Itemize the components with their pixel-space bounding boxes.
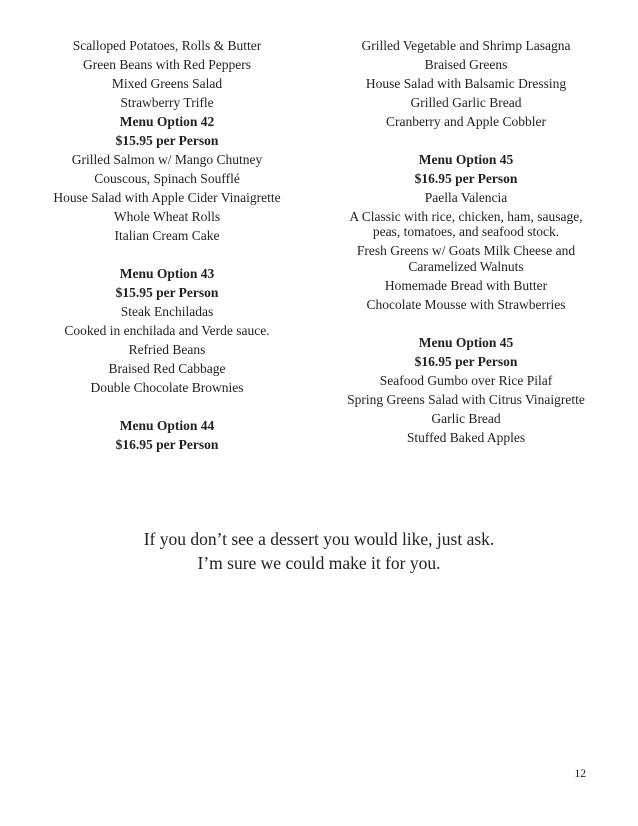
menu-section-option-42 [36,112,298,245]
menu-option-title: Menu Option 44 [119,417,215,433]
menu-item: Garlic Bread [431,410,501,426]
menu-option-price: $16.95 per Person [414,353,518,369]
menu-column-right [336,36,596,447]
menu-option-title: Menu Option 45 [418,334,514,350]
menu-option-title: Menu Option 42 [119,113,215,129]
menu-section-option-45a [336,150,596,314]
menu-item: Strawberry Trifle [120,94,214,110]
menu-item: Stuffed Baked Apples [406,429,526,445]
menu-section-option-43 [36,264,298,397]
menu-item: Braised Greens [424,56,508,72]
menu-item: Fresh Greens w/ Goats Milk Cheese and Caramelized Walnuts [356,243,576,274]
menu-option-price: $15.95 per Person [115,132,219,148]
menu-option-price: $16.95 per Person [115,436,219,452]
menu-item: Cooked in enchilada and Verde sauce. [64,322,270,338]
dessert-note-line: If you don’t see a dessert you would like, just ask. [143,529,495,549]
menu-item: Mixed Greens Salad [111,75,223,91]
menu-item: Refried Beans [128,341,206,357]
menu-item: Paella Valencia [424,189,508,205]
menu-item: Scalloped Potatoes, Rolls & Butter [72,37,262,53]
menu-section-continuation [36,36,298,112]
menu-item: Grilled Salmon w/ Mango Chutney [71,151,263,167]
menu-item: House Salad with Balsamic Dressing [365,75,567,91]
menu-item: Cranberry and Apple Cobbler [385,113,547,129]
menu-item: Grilled Vegetable and Shrimp Lasagna [361,37,571,53]
menu-item: Double Chocolate Brownies [90,379,244,395]
page-number: 12 [574,768,586,780]
menu-item: Spring Greens Salad with Citrus Vinaigrette [347,391,585,407]
menu-option-price: $16.95 per Person [414,170,518,186]
menu-section-continuation [336,36,596,131]
menu-section-option-44 [36,416,298,454]
menu-item: A Classic with rice, chicken, ham, sausage, peas, tomatoes, and seafood stock. [349,208,583,240]
menu-option-title: Menu Option 43 [119,265,215,281]
menu-item: Italian Cream Cake [114,227,220,243]
menu-section-option-45b [336,333,596,447]
menu-item: Braised Red Cabbage [108,360,226,376]
menu-item: Chocolate Mousse with Strawberries [366,296,566,312]
menu-column-left [36,36,298,454]
menu-item: Seafood Gumbo over Rice Pilaf [379,372,553,388]
menu-item: Grilled Garlic Bread [410,94,522,110]
menu-item: Green Beans with Red Peppers [83,56,251,72]
menu-item: Couscous, Spinach Soufflé [94,170,240,186]
dessert-note [0,527,638,575]
menu-option-title: Menu Option 45 [418,151,514,167]
menu-option-price: $15.95 per Person [115,284,219,300]
menu-item: Whole Wheat Rolls [113,208,221,224]
menu-item: House Salad with Apple Cider Vinaigrette [53,189,281,205]
dessert-note-line: I’m sure we could make it for you. [197,553,441,573]
menu-item: Steak Enchiladas [120,303,214,319]
menu-item: Homemade Bread with Butter [384,277,548,293]
